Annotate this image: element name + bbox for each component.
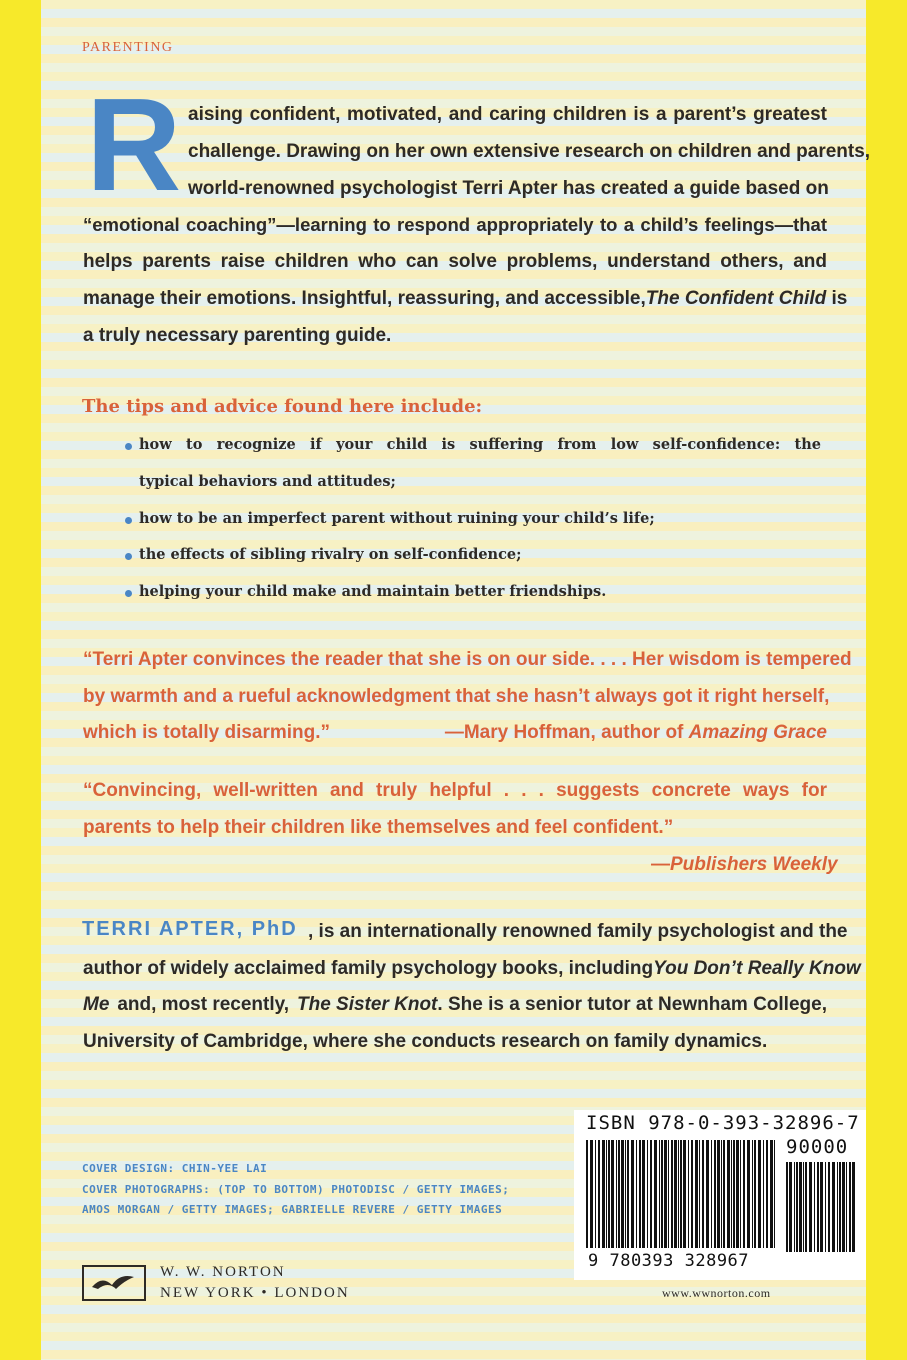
isbn-label: ISBN 978-0-393-32896-7 (586, 1112, 860, 1134)
barcode-bar (766, 1140, 768, 1248)
quote-2-line-1: “Convincing, well-written and truly helpful . . . suggests concrete ways for (83, 780, 827, 801)
description-line-6-end: is (831, 288, 848, 309)
barcode-bar (714, 1140, 716, 1248)
barcode-bar (602, 1140, 605, 1248)
author-bio-line-4: University of Cambridge, where she conducts research on family dynamics. (83, 1031, 768, 1052)
barcode-bar (621, 1140, 624, 1248)
barcode-bar (799, 1162, 802, 1252)
tip-item-3: the effects of sibling rivalry on self-confidence; (139, 546, 522, 563)
barcode-bar (805, 1162, 807, 1252)
barcode-bar (691, 1140, 693, 1248)
description-line-6 (83, 288, 848, 310)
barcode-bar (671, 1140, 673, 1248)
barcode-bar (796, 1162, 798, 1252)
quote-1-attribution: —Mary Hoffman, author of (444, 722, 684, 743)
barcode-bar (702, 1140, 704, 1248)
barcode-bar (595, 1140, 596, 1248)
barcode-bar (706, 1140, 709, 1248)
barcode-bar (678, 1140, 679, 1248)
barcode-bar (839, 1162, 841, 1252)
credit-photographs-2: AMOS MORGAN / GETTY IMAGES; GABRIELLE REVERE / GETTY IMAGES (82, 1203, 503, 1216)
description-line-1: aising confident, motivated, and caring children is a parent’s greatest (188, 104, 827, 125)
barcode-bar (650, 1140, 652, 1248)
credit-photographs-1: COVER PHOTOGRAPHS: (TOP TO BOTTOM) PHOTODISC / GETTY IMAGES; (82, 1183, 510, 1196)
barcode-bar (825, 1162, 826, 1252)
barcode-bar (752, 1140, 753, 1248)
barcode-bar (803, 1162, 804, 1252)
barcode-bar (852, 1162, 855, 1252)
barcode-bar (754, 1140, 756, 1248)
barcode-bar (654, 1140, 657, 1248)
tips-heading: The tips and advice found here include: (82, 396, 483, 417)
barcode-bar (668, 1140, 669, 1248)
category-label: PARENTING (82, 40, 174, 55)
barcode-bar (794, 1162, 795, 1252)
barcode-bar (727, 1140, 730, 1248)
quote-2-line-2: parents to help their children like themselves and feel confident.” (83, 817, 674, 838)
credit-cover-design: COVER DESIGN: CHIN-YEE LAI (82, 1162, 268, 1175)
barcode-bar (721, 1140, 722, 1248)
barcode-bar (789, 1162, 792, 1252)
barcode-bar (627, 1140, 629, 1248)
book-title: The Confident Child (645, 288, 827, 309)
description-line-2: challenge. Drawing on her own extensive research on children and parents, (188, 141, 871, 162)
description-line-4: “emotional coaching”—learning to respond appropriately to a child’s feelings—that (83, 214, 827, 235)
barcode-bar (832, 1162, 835, 1252)
seagull-logo-icon (82, 1265, 146, 1301)
barcode-bar (631, 1140, 634, 1248)
barcode-bar (598, 1140, 600, 1248)
barcode-bar (674, 1140, 677, 1248)
barcode-bar (809, 1162, 812, 1252)
quote-1-line-2: by warmth and a rueful acknowledgment that she hasn’t always got it right herself, (83, 686, 830, 707)
barcode-bar (616, 1140, 617, 1248)
barcode-bar (740, 1140, 741, 1248)
publisher-website: www.wwnorton.com (662, 1286, 771, 1300)
publisher-cities: NEW YORK • LONDON (160, 1285, 350, 1301)
barcode-bar (586, 1140, 588, 1248)
description-line-5: helps parents raise children who can solve problems, understand others, and (83, 251, 827, 272)
barcode-bar (659, 1140, 660, 1248)
barcode-bar (695, 1140, 698, 1248)
ean-barcode (586, 1140, 778, 1254)
bullet-icon (125, 517, 132, 524)
addon-barcode (786, 1162, 858, 1276)
tip-item-1-continued: typical behaviors and attitudes; (139, 473, 396, 490)
quote-1-line-1: “Terri Apter convinces the reader that she is on our side. . . . Her wisdom is tempered (83, 649, 852, 670)
barcode-bar (723, 1140, 725, 1248)
quote-2-attribution-title: Publishers Weekly (670, 854, 838, 875)
author-book-title-2: The Sister Knot (296, 994, 438, 1015)
barcode-bar (639, 1140, 641, 1248)
description-line-3: world-renowned psychologist Terri Apter has created a guide based on (188, 178, 829, 199)
publisher-name: W. W. NORTON (160, 1264, 286, 1280)
barcode-bar (618, 1140, 620, 1248)
quote-1-line-3 (83, 722, 827, 744)
barcode-bar (814, 1162, 815, 1252)
author-bio-line-2-text: author of widely acclaimed family psychology books, including (83, 958, 654, 979)
barcode-bar (688, 1140, 689, 1248)
barcode-bar (828, 1162, 830, 1252)
barcode-bar (846, 1162, 847, 1252)
barcode-bar (711, 1140, 712, 1248)
barcode-bar (774, 1140, 775, 1248)
barcode-bar (763, 1140, 764, 1248)
barcode-bar (699, 1140, 700, 1248)
bullet-icon (125, 590, 132, 597)
barcode-bar (842, 1162, 845, 1252)
bullet-icon (125, 443, 132, 450)
barcode-bar (733, 1140, 735, 1248)
tip-item-2: how to be an imperfect parent without ruining your child’s life; (139, 510, 655, 527)
barcode-bar (661, 1140, 663, 1248)
barcode-bar (683, 1140, 686, 1248)
author-bio-line-3 (83, 994, 827, 1016)
barcode-bar (786, 1162, 788, 1252)
barcode-bar (731, 1140, 732, 1248)
barcode-bar (642, 1140, 645, 1248)
quote-2-attribution (651, 854, 838, 876)
author-bio-line-2 (83, 958, 861, 980)
description-line-7: a truly necessary parenting guide. (83, 325, 392, 346)
quote-1-line-3-text: which is totally disarming.” (83, 722, 331, 743)
author-book-title-1-end: Me (83, 994, 110, 1015)
author-book-title-1: You Don’t Really Know (653, 958, 861, 979)
barcode-bar (680, 1140, 682, 1248)
barcode-bar (736, 1140, 739, 1248)
barcode-bar (770, 1140, 773, 1248)
author-bio-line-1: , is an internationally renowned family psychologist and the (308, 921, 848, 942)
bullet-icon (125, 553, 132, 560)
author-name: TERRI APTER, PhD (82, 918, 298, 940)
barcode-bar (817, 1162, 819, 1252)
barcode-bar (608, 1140, 610, 1248)
barcode-bar (743, 1140, 745, 1248)
barcode-bar (590, 1140, 593, 1248)
barcode-bar (717, 1140, 720, 1248)
barcode-bar (664, 1140, 667, 1248)
barcode-bar (611, 1140, 614, 1248)
price-code: 90000 (786, 1136, 849, 1158)
barcode-bar (849, 1162, 851, 1252)
barcode-bar (647, 1140, 648, 1248)
barcode-bar (820, 1162, 823, 1252)
ean-digits: 9 780393 328967 (588, 1251, 750, 1271)
author-bio-line-3-end: . She is a senior tutor at Newnham College, (437, 994, 827, 1015)
barcode-bar (837, 1162, 838, 1252)
barcode-bar (747, 1140, 750, 1248)
quote-2-attribution-dash: — (651, 854, 670, 875)
barcode-bar (606, 1140, 607, 1248)
tip-item-1: how to recognize if your child is suffering from low self-confidence: the (139, 436, 821, 453)
barcode-bar (758, 1140, 761, 1248)
quote-1-attribution-title: Amazing Grace (688, 722, 827, 743)
barcode-bar (625, 1140, 626, 1248)
drop-cap: R (86, 71, 182, 218)
author-bio-line-3-mid: and, most recently, (117, 994, 290, 1015)
tip-item-4: helping your child make and maintain better friendships. (139, 583, 607, 600)
barcode-bar (636, 1140, 637, 1248)
description-line-6-text: manage their emotions. Insightful, reassuring, and accessible, (83, 288, 646, 309)
